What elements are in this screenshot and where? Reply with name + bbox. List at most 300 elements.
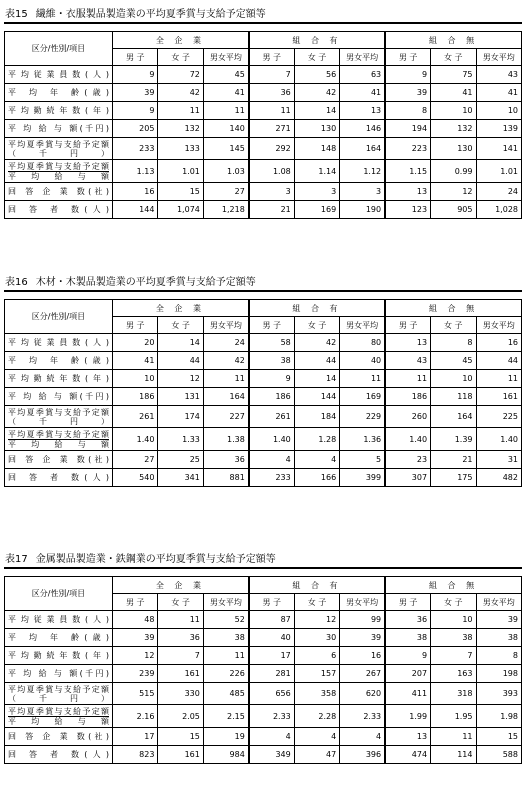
table-cell: 21: [249, 201, 294, 219]
table-row: [5, 683, 522, 705]
table-cell: 42: [294, 84, 339, 102]
table-cell: 24: [203, 334, 248, 352]
table-cell: 1,028: [476, 201, 522, 219]
table-cell: 186: [113, 388, 158, 406]
table-cell: 349: [249, 746, 294, 764]
table-row: [5, 120, 522, 138]
table-cell: 163: [431, 665, 476, 683]
table-cell: 4: [249, 451, 294, 469]
table-row: [5, 352, 522, 370]
row-label-line: （ 千 円 ）: [8, 148, 109, 158]
column-header: 男女平均: [476, 49, 522, 66]
table-cell: 9: [113, 66, 158, 84]
table-cell: 1.08: [249, 160, 294, 183]
table-cell: 19: [203, 728, 248, 746]
column-header: 女 子: [294, 317, 339, 334]
table-cell: 148: [294, 138, 339, 160]
table-cell: 823: [113, 746, 158, 764]
row-label: [5, 406, 113, 428]
table-cell: 12: [431, 183, 476, 201]
table-cell: 3: [294, 183, 339, 201]
table-cell: 144: [294, 388, 339, 406]
column-header: 男 子: [249, 49, 294, 66]
row-label: [5, 84, 113, 102]
table-cell: 341: [158, 469, 203, 487]
table-cell: 12: [294, 611, 339, 629]
column-header: 男 子: [385, 594, 430, 611]
table-cell: 164: [340, 138, 385, 160]
table-cell: 1.13: [113, 160, 158, 183]
table-cell: 474: [385, 746, 430, 764]
table-cell: 358: [294, 683, 339, 705]
row-label-line: 平均勤続年数(年): [8, 106, 109, 115]
table-cell: 14: [294, 102, 339, 120]
table-cell: 16: [476, 334, 522, 352]
column-header: 男女平均: [203, 49, 248, 66]
table-cell: 130: [431, 138, 476, 160]
row-label: [5, 611, 113, 629]
table-row: [5, 160, 522, 183]
row-label: [5, 66, 113, 84]
row-label: [5, 138, 113, 160]
row-label: [5, 352, 113, 370]
column-header: 男 子: [249, 317, 294, 334]
table-cell: 39: [113, 629, 158, 647]
row-label-line: 平均夏季賞与支給予定額: [8, 684, 109, 694]
table-cell: 330: [158, 683, 203, 705]
group-header: 組 合 有: [249, 577, 385, 594]
table-cell: 17: [249, 647, 294, 665]
table-cell: 157: [294, 665, 339, 683]
table-cell: 1,218: [203, 201, 248, 219]
table-cell: 161: [158, 665, 203, 683]
header-row: [5, 300, 522, 317]
table-cell: 225: [476, 406, 522, 428]
table-cell: 261: [113, 406, 158, 428]
table-row: [5, 138, 522, 160]
column-header: 男女平均: [476, 317, 522, 334]
table-cell: 11: [385, 370, 430, 388]
column-header: 男 子: [113, 317, 158, 334]
row-label-line: 平 均 給 与 額: [8, 171, 109, 181]
table-cell: 292: [249, 138, 294, 160]
table-cell: 396: [340, 746, 385, 764]
table-row: [5, 428, 522, 451]
table-cell: 482: [476, 469, 522, 487]
table-cell: 41: [340, 84, 385, 102]
table-cell: 11: [249, 102, 294, 120]
table-cell: 39: [385, 84, 430, 102]
row-label-line: 平均従業員数(人): [8, 338, 109, 347]
column-header: 男女平均: [476, 594, 522, 611]
table-row: [5, 102, 522, 120]
table-cell: 132: [158, 120, 203, 138]
table-cell: 36: [203, 451, 248, 469]
table-row: [5, 84, 522, 102]
row-label: [5, 120, 113, 138]
row-label: [5, 683, 113, 705]
table-cell: 10: [476, 102, 522, 120]
table-cell: 43: [476, 66, 522, 84]
table-cell: 3: [249, 183, 294, 201]
table-cell: 39: [113, 84, 158, 102]
table-cell: 14: [158, 334, 203, 352]
column-header: 男 子: [113, 49, 158, 66]
table-cell: 1.98: [476, 705, 522, 728]
table-cell: 399: [340, 469, 385, 487]
table-cell: 2.33: [340, 705, 385, 728]
table-cell: 656: [249, 683, 294, 705]
table-cell: 25: [158, 451, 203, 469]
table-cell: 169: [294, 201, 339, 219]
table-cell: 485: [203, 683, 248, 705]
group-header: 全 企 業: [113, 300, 249, 317]
column-header: 女 子: [431, 49, 476, 66]
table-cell: 7: [431, 647, 476, 665]
table-cell: 161: [476, 388, 522, 406]
table-section: [4, 270, 522, 487]
table-cell: 4: [294, 728, 339, 746]
table-cell: 47: [294, 746, 339, 764]
table-cell: 141: [476, 138, 522, 160]
table-cell: 56: [294, 66, 339, 84]
table-cell: 9: [385, 66, 430, 84]
row-label-line: 回 答 企 業 数(社): [8, 455, 109, 464]
row-label-line: 回 答 企 業 数(社): [8, 732, 109, 741]
table-cell: 13: [385, 183, 430, 201]
row-label-line: （ 千 円 ）: [8, 693, 109, 703]
row-label-line: 平均夏季賞与支給予定額: [8, 429, 109, 439]
table-cell: 10: [431, 370, 476, 388]
row-label: [5, 388, 113, 406]
table-cell: 4: [249, 728, 294, 746]
table-cell: 130: [294, 120, 339, 138]
table-cell: 8: [431, 334, 476, 352]
table-cell: 281: [249, 665, 294, 683]
table-cell: 42: [203, 352, 248, 370]
table-cell: 6: [294, 647, 339, 665]
table-cell: 58: [249, 334, 294, 352]
table-cell: 15: [158, 183, 203, 201]
column-header: 男女平均: [340, 594, 385, 611]
row-label-line: 回 答 者 数(人): [8, 750, 109, 759]
row-label: [5, 469, 113, 487]
table-cell: 144: [113, 201, 158, 219]
table-section: [4, 2, 522, 219]
table-cell: 43: [385, 352, 430, 370]
table-cell: 1.12: [340, 160, 385, 183]
table-cell: 10: [431, 102, 476, 120]
table-cell: 10: [431, 611, 476, 629]
row-label-line: 回 答 者 数(人): [8, 473, 109, 482]
table-cell: 1.40: [249, 428, 294, 451]
table-number: 表15: [5, 8, 28, 20]
table-cell: 2.05: [158, 705, 203, 728]
table-cell: 229: [340, 406, 385, 428]
group-header: 全 企 業: [113, 577, 249, 594]
header-row: [5, 32, 522, 49]
table-cell: 23: [385, 451, 430, 469]
row-label: [5, 102, 113, 120]
row-label-line: 平均夏季賞与支給予定額: [8, 161, 109, 171]
table-cell: 30: [294, 629, 339, 647]
table-cell: 11: [203, 370, 248, 388]
table-cell: 11: [203, 647, 248, 665]
table-cell: 9: [385, 647, 430, 665]
column-header: 男 子: [385, 49, 430, 66]
table-cell: 123: [385, 201, 430, 219]
table-cell: 1.40: [476, 428, 522, 451]
column-header: 女 子: [294, 49, 339, 66]
table-cell: 1.14: [294, 160, 339, 183]
column-header: 男女平均: [203, 594, 248, 611]
corner-header: 区分/性別/項目: [5, 300, 113, 334]
table-cell: 38: [476, 629, 522, 647]
row-label-line: 平 均 年 齢(歳): [8, 633, 109, 642]
table-cell: 10: [113, 370, 158, 388]
table-row: [5, 334, 522, 352]
table-cell: 41: [203, 84, 248, 102]
table-cell: 48: [113, 611, 158, 629]
table-cell: 227: [203, 406, 248, 428]
table-cell: 87: [249, 611, 294, 629]
table-cell: 11: [203, 102, 248, 120]
row-label: [5, 201, 113, 219]
table-cell: 4: [294, 451, 339, 469]
row-label-line: 平 均 給 与 額: [8, 716, 109, 726]
column-header: 男 子: [385, 317, 430, 334]
table-cell: 11: [431, 728, 476, 746]
column-header: 女 子: [158, 49, 203, 66]
table-cell: 164: [431, 406, 476, 428]
table-cell: 15: [158, 728, 203, 746]
table-cell: 905: [431, 201, 476, 219]
table-cell: 27: [113, 451, 158, 469]
corner-header: 区分/性別/項目: [5, 577, 113, 611]
table-cell: 146: [340, 120, 385, 138]
table-cell: 1.15: [385, 160, 430, 183]
table-cell: 318: [431, 683, 476, 705]
table-cell: 1.40: [385, 428, 430, 451]
row-label-line: （ 千 円 ）: [8, 416, 109, 426]
table-cell: 164: [203, 388, 248, 406]
table-cell: 99: [340, 611, 385, 629]
table-cell: 14: [294, 370, 339, 388]
table-cell: 63: [340, 66, 385, 84]
table-row: [5, 469, 522, 487]
column-header: 女 子: [431, 317, 476, 334]
table-cell: 2.15: [203, 705, 248, 728]
row-label: [5, 370, 113, 388]
table-cell: 11: [476, 370, 522, 388]
table-cell: 174: [158, 406, 203, 428]
table-cell: 169: [340, 388, 385, 406]
section-title: [4, 270, 522, 292]
group-header: 組 合 無: [385, 32, 521, 49]
group-header: 組 合 有: [249, 32, 385, 49]
table-cell: 1.38: [203, 428, 248, 451]
row-label: [5, 451, 113, 469]
table-cell: 223: [385, 138, 430, 160]
table-cell: 233: [113, 138, 158, 160]
table-cell: 38: [431, 629, 476, 647]
table-cell: 145: [203, 138, 248, 160]
table-cell: 38: [249, 352, 294, 370]
row-label-line: 平均夏季賞与支給予定額: [8, 407, 109, 417]
table-cell: 39: [340, 629, 385, 647]
table-cell: 194: [385, 120, 430, 138]
corner-header: 区分/性別/項目: [5, 32, 113, 66]
row-label-line: 平均従業員数(人): [8, 70, 109, 79]
row-label-line: 平 均 給 与 額(千円): [8, 669, 109, 678]
row-label: [5, 334, 113, 352]
table-cell: 260: [385, 406, 430, 428]
table-cell: 515: [113, 683, 158, 705]
table-row: [5, 451, 522, 469]
table-cell: 3: [340, 183, 385, 201]
table-cell: 4: [340, 728, 385, 746]
table-cell: 140: [203, 120, 248, 138]
table-cell: 15: [476, 728, 522, 746]
table-cell: 75: [431, 66, 476, 84]
table-cell: 36: [158, 629, 203, 647]
table-cell: 540: [113, 469, 158, 487]
table-cell: 9: [113, 102, 158, 120]
table-cell: 205: [113, 120, 158, 138]
table-cell: 198: [476, 665, 522, 683]
table-cell: 2.28: [294, 705, 339, 728]
section-title: [4, 547, 522, 569]
table-title: 金属製品製造業・鉄鋼業の平均夏季賞与支給予定額等: [35, 553, 276, 565]
table-cell: 186: [385, 388, 430, 406]
table-cell: 42: [294, 334, 339, 352]
table-cell: 9: [249, 370, 294, 388]
table-cell: 41: [431, 84, 476, 102]
table-cell: 118: [431, 388, 476, 406]
table-cell: 261: [249, 406, 294, 428]
row-label-line: 平 均 給 与 額(千円): [8, 124, 109, 133]
row-label-line: 平均勤続年数(年): [8, 374, 109, 383]
row-label-line: 平均従業員数(人): [8, 615, 109, 624]
data-table: [4, 299, 522, 487]
table-cell: 1.95: [431, 705, 476, 728]
row-label: [5, 705, 113, 728]
table-cell: 393: [476, 683, 522, 705]
table-cell: 620: [340, 683, 385, 705]
table-cell: 72: [158, 66, 203, 84]
table-cell: 271: [249, 120, 294, 138]
table-row: [5, 183, 522, 201]
table-row: [5, 647, 522, 665]
data-table: [4, 576, 522, 764]
column-header: 女 子: [431, 594, 476, 611]
table-cell: 0.99: [431, 160, 476, 183]
row-label: [5, 665, 113, 683]
table-cell: 175: [431, 469, 476, 487]
table-cell: 38: [385, 629, 430, 647]
table-cell: 7: [249, 66, 294, 84]
row-label: [5, 160, 113, 183]
table-cell: 7: [158, 647, 203, 665]
row-label-line: 平 均 給 与 額: [8, 439, 109, 449]
column-header: 男 子: [249, 594, 294, 611]
table-cell: 41: [476, 84, 522, 102]
row-label-line: 平均勤続年数(年): [8, 651, 109, 660]
table-cell: 411: [385, 683, 430, 705]
table-row: [5, 611, 522, 629]
row-label: [5, 629, 113, 647]
table-cell: 11: [340, 370, 385, 388]
group-header: 組 合 無: [385, 300, 521, 317]
table-cell: 190: [340, 201, 385, 219]
table-cell: 588: [476, 746, 522, 764]
row-label: [5, 647, 113, 665]
table-cell: 52: [203, 611, 248, 629]
data-table: [4, 31, 522, 219]
column-header: 女 子: [158, 594, 203, 611]
table-cell: 38: [203, 629, 248, 647]
row-label-line: 平均夏季賞与支給予定額: [8, 706, 109, 716]
column-header: 男女平均: [203, 317, 248, 334]
row-label-line: 回 答 企 業 数(社): [8, 187, 109, 196]
table-cell: 161: [158, 746, 203, 764]
table-cell: 16: [113, 183, 158, 201]
table-cell: 8: [385, 102, 430, 120]
table-cell: 21: [431, 451, 476, 469]
table-cell: 39: [476, 611, 522, 629]
table-cell: 36: [385, 611, 430, 629]
table-cell: 44: [158, 352, 203, 370]
row-label-line: 平 均 年 齢(歳): [8, 356, 109, 365]
table-row: [5, 370, 522, 388]
table-cell: 984: [203, 746, 248, 764]
group-header: 全 企 業: [113, 32, 249, 49]
table-row: [5, 665, 522, 683]
table-cell: 131: [158, 388, 203, 406]
table-number: 表16: [5, 276, 28, 288]
table-row: [5, 388, 522, 406]
table-cell: 184: [294, 406, 339, 428]
table-cell: 2.33: [249, 705, 294, 728]
table-cell: 80: [340, 334, 385, 352]
column-header: 女 子: [158, 317, 203, 334]
table-row: [5, 705, 522, 728]
table-cell: 44: [476, 352, 522, 370]
table-cell: 1.03: [203, 160, 248, 183]
table-cell: 16: [340, 647, 385, 665]
table-title: 繊維・衣服製品製造業の平均夏季賞与支給予定額等: [35, 8, 266, 20]
table-cell: 13: [385, 728, 430, 746]
row-label: [5, 183, 113, 201]
table-cell: 1.36: [340, 428, 385, 451]
row-label: [5, 746, 113, 764]
table-cell: 8: [476, 647, 522, 665]
table-cell: 41: [113, 352, 158, 370]
table-cell: 307: [385, 469, 430, 487]
table-cell: 42: [158, 84, 203, 102]
row-label-line: 回 答 者 数(人): [8, 205, 109, 214]
table-cell: 267: [340, 665, 385, 683]
group-header: 組 合 有: [249, 300, 385, 317]
table-cell: 45: [203, 66, 248, 84]
column-header: 男女平均: [340, 49, 385, 66]
table-cell: 27: [203, 183, 248, 201]
table-cell: 186: [249, 388, 294, 406]
table-cell: 139: [476, 120, 522, 138]
table-cell: 13: [340, 102, 385, 120]
table-cell: 1.01: [476, 160, 522, 183]
table-cell: 133: [158, 138, 203, 160]
